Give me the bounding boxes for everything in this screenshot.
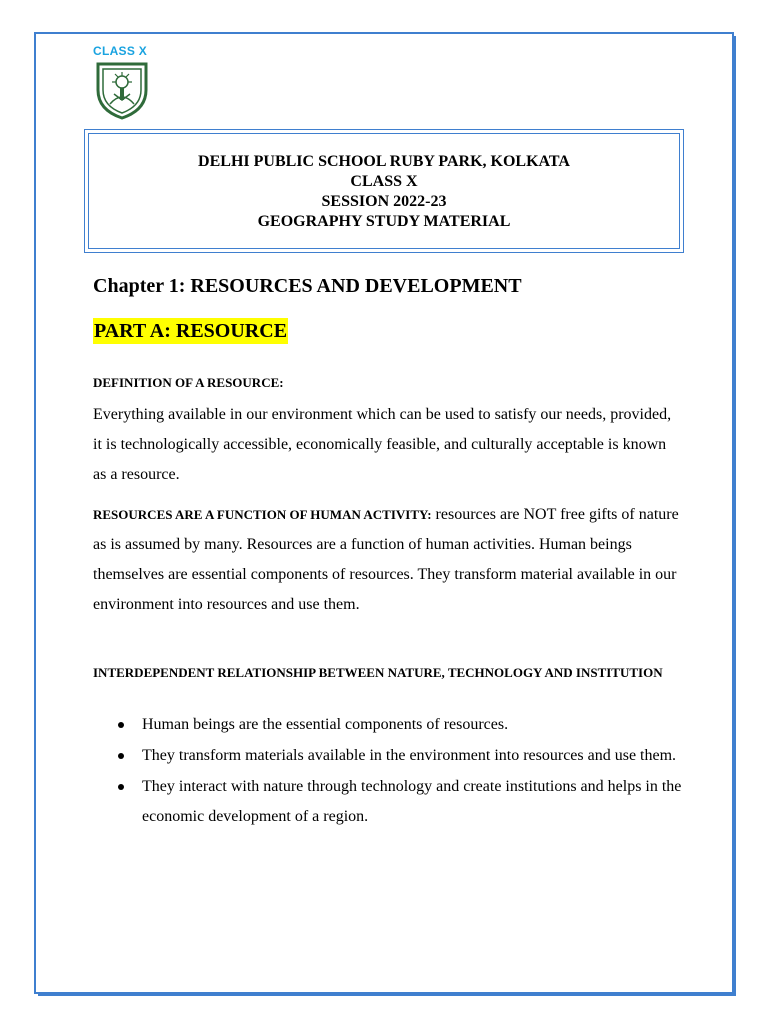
bullet-icon	[118, 722, 124, 728]
bullet-text: They transform materials available in the environment into resources and use them.	[142, 747, 677, 764]
list-item	[93, 772, 683, 832]
function-text: resources are NOT free gifts of nature as is assumed by many. Resources are a function of human activities. Human beings themselves are essential components of resources. They transform material available in our environment into resources and use them.	[93, 506, 679, 613]
subject-line: GEOGRAPHY STUDY MATERIAL	[257, 213, 511, 230]
part-title: PART A: RESOURCE	[94, 320, 288, 342]
title-lines	[85, 152, 683, 232]
function-heading: RESOURCES ARE A FUNCTION OF HUMAN ACTIVITY:	[93, 507, 432, 522]
function-paragraph	[93, 500, 683, 620]
list-item	[93, 710, 683, 740]
class-tag: CLASS X	[93, 44, 148, 58]
bullet-icon	[118, 753, 124, 759]
definition-paragraph: Everything available in our environment which can be used to satisfy our needs, provided, it is technologically accessible, economically feasible, and culturally acceptable is known as a resource.	[93, 406, 672, 483]
dps-crest-logo-icon	[90, 60, 154, 120]
bullet-list	[93, 710, 683, 833]
class-line: CLASS X	[350, 173, 418, 190]
session-line: SESSION 2022-23	[321, 193, 447, 210]
list-item	[93, 741, 683, 771]
bullet-text: Human beings are the essential components of resources.	[142, 716, 509, 733]
interdependent-heading: INTERDEPENDENT RELATIONSHIP BETWEEN NATURE, TECHNOLOGY AND INSTITUTION	[93, 665, 663, 680]
chapter-title: Chapter 1: RESOURCES AND DEVELOPMENT	[93, 275, 522, 297]
school-name: DELHI PUBLIC SCHOOL RUBY PARK, KOLKATA	[198, 153, 570, 170]
bullet-icon	[118, 784, 124, 790]
title-box	[84, 129, 684, 253]
definition-heading: DEFINITION OF A RESOURCE:	[93, 375, 284, 390]
bullet-text: They interact with nature through technology and create institutions and helps in the economic development of a region.	[142, 778, 682, 825]
